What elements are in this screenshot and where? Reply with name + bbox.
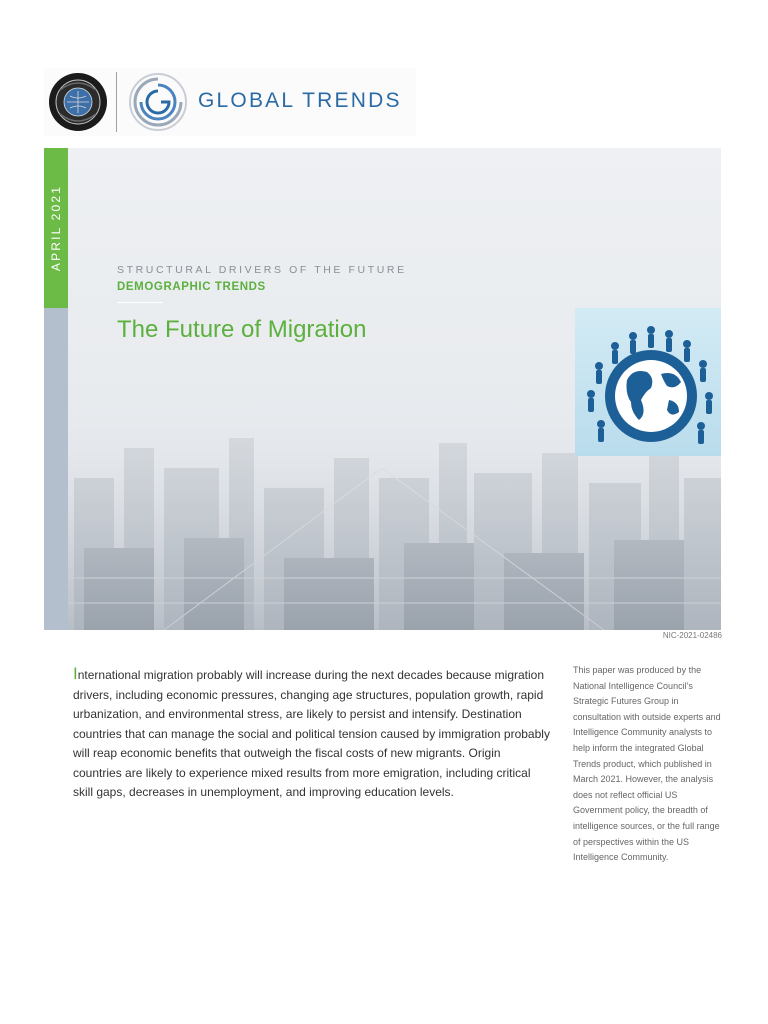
- header-logo-bar: [44, 68, 416, 136]
- document-id: NIC-2021-02486: [662, 631, 722, 640]
- page-title: The Future of Migration: [117, 316, 367, 343]
- side-band: [44, 308, 68, 630]
- header-divider: [116, 72, 117, 132]
- cover-hero: [44, 148, 721, 630]
- global-trends-logo-icon: [128, 72, 188, 132]
- date-label: APRIL 2021: [49, 184, 64, 272]
- production-note: This paper was produced by the National Intelligence Council’s Strategic Futures Group in consultation with outside experts and Intelligence Community analysts to help inform the integrated Global Trends product, which published in March 2021. However, the analysis does not reflect official US Government policy, the breadth of intelligence sources, or the full range of perspectives within the US Intelligence Community.: [573, 665, 721, 863]
- odni-seal-icon: [48, 72, 108, 132]
- brand-title: GLOBAL TRENDS: [198, 89, 402, 112]
- title-divider: [117, 302, 163, 303]
- globe-with-people-icon: [575, 308, 721, 456]
- drop-cap: I: [73, 664, 78, 683]
- abstract-paragraph: [73, 664, 551, 803]
- topic-label: DEMOGRAPHIC TRENDS: [117, 281, 266, 293]
- globe-illustration: [575, 308, 721, 456]
- date-label-wrap: [44, 148, 68, 308]
- series-kicker: STRUCTURAL DRIVERS OF THE FUTURE: [117, 264, 407, 276]
- abstract-text: nternational migration probably will increase during the next decades because migration drivers, including economic pressures, changing age structures, population growth, rapid urbanization, and environmental stress, are likely to persist and intensify. Destination countries that can manage the social and political tension caused by immigration probably will reap economic benefits that outweigh the fiscal costs of new migrants. Origin countries are likely to experience mixed results from more emigration, including critical skill gaps, decreases in unemployment, and improving education levels.: [73, 668, 550, 799]
